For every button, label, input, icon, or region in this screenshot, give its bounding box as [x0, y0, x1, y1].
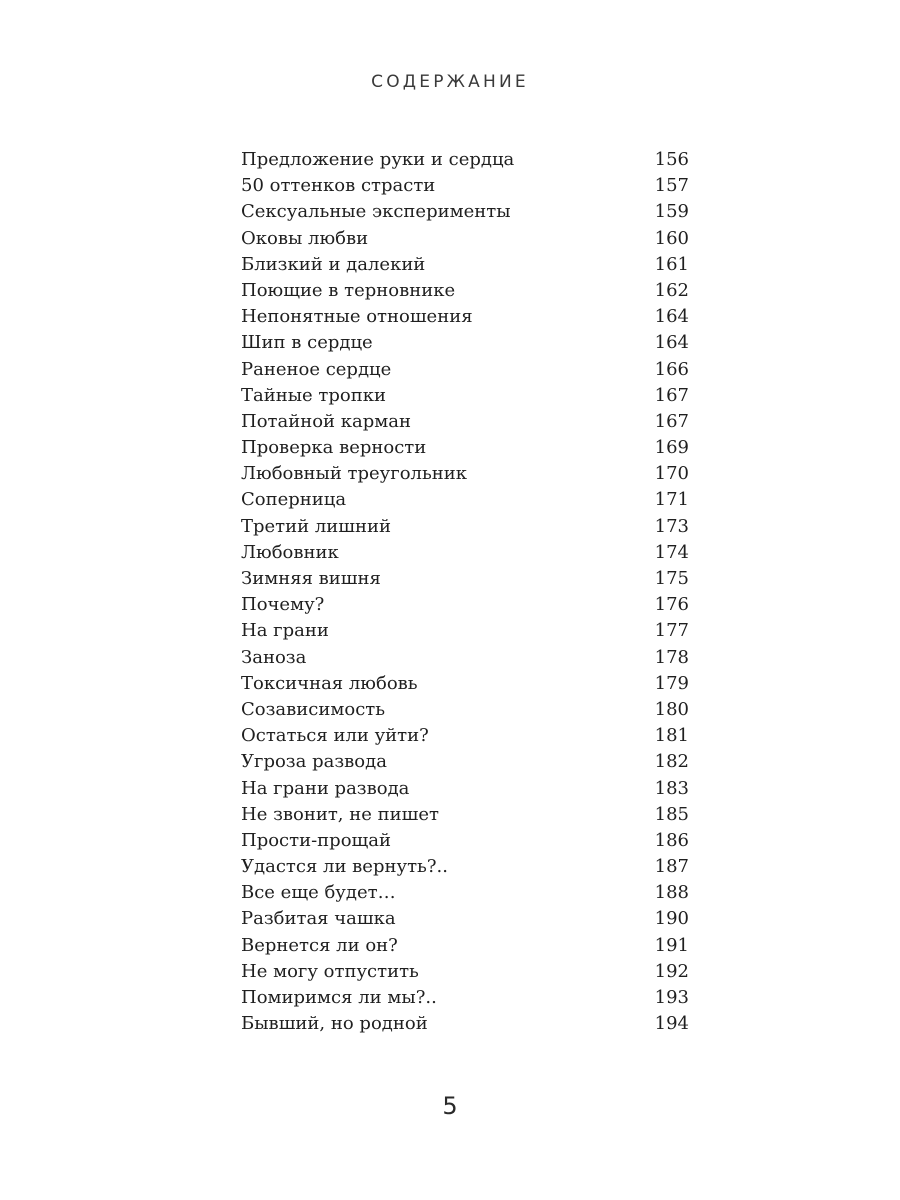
toc-entry — [241, 776, 689, 802]
toc-entry-page: 170 — [654, 463, 689, 485]
toc-entry-title: Оковы любви — [241, 227, 369, 249]
toc-entry-page: 169 — [654, 437, 689, 459]
toc-entry — [241, 959, 689, 985]
toc-entry — [241, 618, 689, 644]
toc-entry-title: Третий лишний — [241, 515, 392, 537]
toc-entry-page: 185 — [654, 803, 689, 825]
toc-entry — [241, 645, 689, 671]
toc-entry — [241, 697, 689, 723]
toc-entry — [241, 304, 689, 330]
toc-entry-page: 179 — [654, 672, 689, 694]
toc-entry-title: Токсичная любовь — [241, 672, 418, 694]
toc-entry — [241, 880, 689, 906]
toc-entry-title: Зимняя вишня — [241, 568, 381, 589]
toc-entry-title: Потайной карман — [241, 410, 412, 432]
toc-entry-title: Прости-прощай — [241, 829, 391, 851]
toc-entry-title: На грани развода — [241, 777, 410, 799]
toc-entry-title: Соперница — [241, 489, 347, 511]
toc-entry-page: 181 — [654, 725, 689, 747]
toc-entry-title: Созависимость — [241, 698, 386, 720]
toc-entry-page: 173 — [654, 515, 689, 537]
toc-entry-title: Удастся ли вернуть?.. — [241, 856, 448, 878]
toc-entry-title: Остаться или уйти? — [241, 725, 429, 747]
toc-entry — [241, 409, 689, 435]
toc-entry — [241, 330, 689, 356]
toc-entry-title: Близкий и далекий — [241, 253, 426, 275]
toc-entry — [241, 985, 689, 1011]
toc-entry — [241, 566, 689, 592]
toc-entry — [241, 435, 689, 461]
page-number: 5 — [442, 1092, 458, 1120]
toc-entry-page: 171 — [654, 489, 689, 511]
toc-entry-page: 190 — [654, 908, 689, 930]
toc-entry — [241, 357, 689, 383]
table-of-contents — [241, 147, 689, 1037]
toc-entry-page: 164 — [654, 332, 689, 354]
toc-entry-page: 176 — [654, 594, 689, 616]
toc-entry-page: 166 — [654, 358, 689, 380]
toc-entry-title: Все еще будет… — [241, 882, 396, 904]
toc-entry-title: Предложение руки и сердца — [241, 149, 515, 170]
toc-entry-page: 194 — [654, 1013, 689, 1035]
toc-entry-title: Бывший, но родной — [241, 1013, 428, 1035]
toc-entry-page: 161 — [654, 253, 689, 275]
toc-entry — [241, 906, 689, 932]
toc-entry-page: 192 — [654, 960, 689, 982]
toc-entry — [241, 592, 689, 618]
toc-entry — [241, 802, 689, 828]
toc-entry — [241, 933, 689, 959]
toc-entry-title: 50 оттенков страсти — [241, 175, 436, 197]
toc-entry-title: Вернется ли он? — [241, 934, 398, 956]
toc-entry-page: 162 — [654, 279, 689, 301]
toc-entry-page: 186 — [654, 829, 689, 851]
toc-entry-page: 180 — [654, 698, 689, 720]
toc-entry-page: 178 — [654, 646, 689, 668]
toc-entry-page: 167 — [654, 384, 689, 406]
toc-entry-title: Не могу отпустить — [241, 960, 419, 982]
toc-entry — [241, 671, 689, 697]
toc-entry — [241, 540, 689, 566]
toc-entry-title: Почему? — [241, 594, 325, 616]
toc-entry — [241, 383, 689, 409]
toc-entry-title: Тайные тропки — [241, 384, 386, 406]
toc-entry-page: 159 — [654, 201, 689, 223]
toc-entry-page: 187 — [654, 856, 689, 878]
toc-entry — [241, 252, 689, 278]
toc-entry-page: 160 — [654, 227, 689, 249]
toc-entry-page: 177 — [654, 620, 689, 642]
contents-heading: СОДЕРЖАНИЕ — [371, 72, 529, 92]
toc-entry — [241, 1011, 689, 1037]
toc-entry-title: Непонятные отношения — [241, 306, 473, 328]
toc-entry-title: Помиримся ли мы?.. — [241, 987, 437, 1008]
toc-entry-page: 156 — [654, 149, 689, 170]
toc-entry — [241, 749, 689, 775]
toc-entry — [241, 199, 689, 225]
toc-entry-page: 183 — [654, 777, 689, 799]
toc-entry-page: 193 — [654, 987, 689, 1008]
toc-entry — [241, 854, 689, 880]
toc-entry — [241, 147, 689, 173]
toc-entry-title: Угроза развода — [241, 751, 387, 773]
toc-entry — [241, 278, 689, 304]
toc-entry — [241, 487, 689, 513]
toc-entry-page: 175 — [654, 568, 689, 589]
toc-entry — [241, 173, 689, 199]
toc-entry-title: Разбитая чашка — [241, 908, 396, 930]
toc-entry-page: 157 — [654, 175, 689, 197]
toc-entry — [241, 461, 689, 487]
toc-entry — [241, 723, 689, 749]
toc-entry-page: 167 — [654, 410, 689, 432]
toc-entry-title: Любовник — [241, 541, 339, 563]
toc-entry-page: 174 — [654, 541, 689, 563]
toc-entry-page: 182 — [654, 751, 689, 773]
toc-entry — [241, 514, 689, 540]
toc-entry-title: Проверка верности — [241, 437, 427, 459]
toc-entry-title: Любовный треугольник — [241, 463, 468, 485]
toc-entry-page: 188 — [654, 882, 689, 904]
toc-entry — [241, 828, 689, 854]
toc-entry-title: Шип в сердце — [241, 332, 373, 354]
toc-entry-page: 191 — [654, 934, 689, 956]
toc-entry-title: Сексуальные эксперименты — [241, 201, 511, 223]
toc-entry-title: На грани — [241, 620, 329, 642]
toc-entry-title: Поющие в терновнике — [241, 279, 456, 301]
toc-entry-title: Раненое сердце — [241, 358, 392, 380]
toc-entry-page: 164 — [654, 306, 689, 328]
toc-entry-title: Не звонит, не пишет — [241, 803, 439, 825]
toc-entry — [241, 226, 689, 252]
toc-entry-title: Заноза — [241, 646, 307, 668]
